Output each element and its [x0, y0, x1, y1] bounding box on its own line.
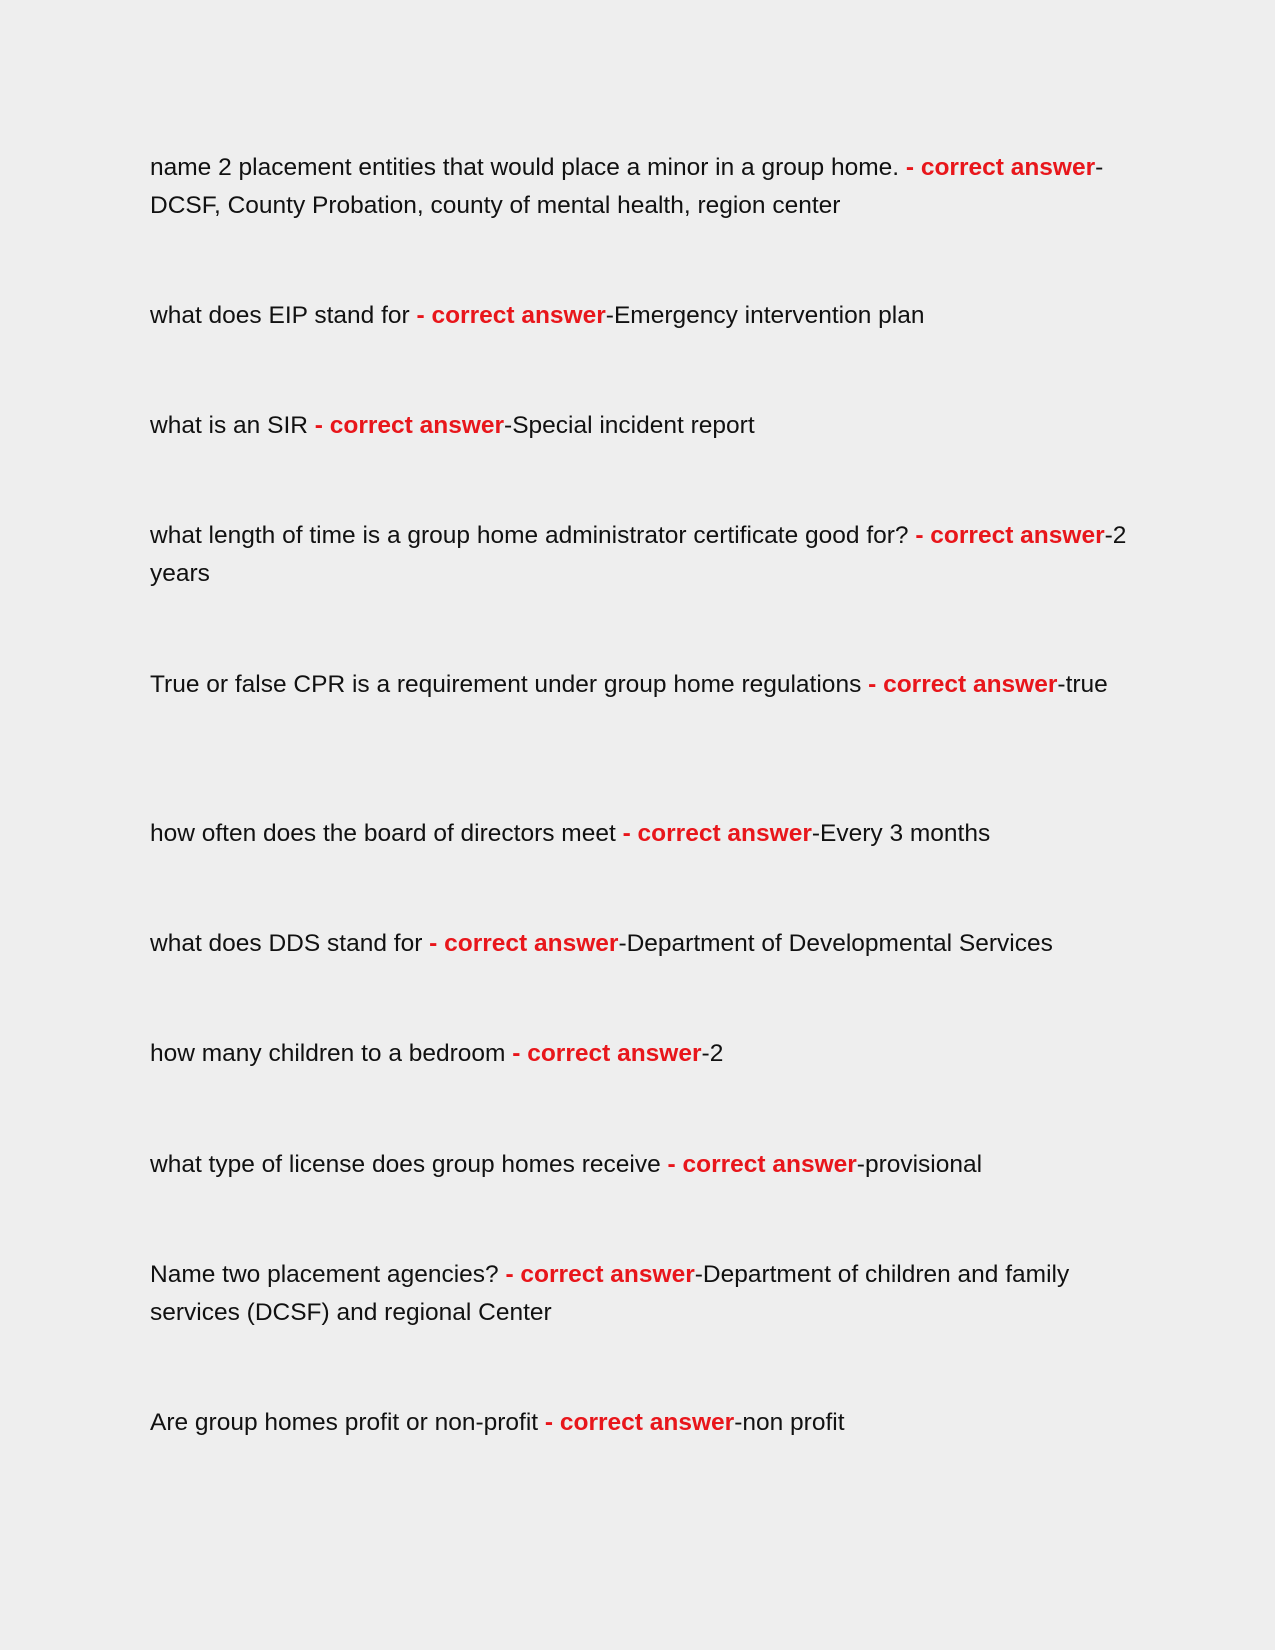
correct-answer-marker: - correct answer	[429, 930, 619, 957]
correct-answer-marker: - correct answer	[868, 671, 1058, 698]
answer-text: -Department of Developmental Services	[618, 930, 1053, 957]
qa-item	[150, 1146, 1130, 1184]
answer-text: -Department of children and family services (DCSF) and regional Center	[150, 1261, 1070, 1326]
answer-text: -DCSF, County Probation, county of mental health, region center	[150, 154, 1104, 219]
answer-text: -Emergency intervention plan	[605, 302, 925, 329]
question-text: Are group homes profit or non-profit	[150, 1409, 545, 1436]
qa-item	[150, 925, 1130, 963]
question-text: what does EIP stand for	[150, 302, 417, 329]
question-text: True or false CPR is a requirement under group home regulations	[150, 671, 869, 698]
question-text: how many children to a bedroom	[150, 1040, 513, 1067]
question-text: Name two placement agencies?	[150, 1261, 506, 1288]
correct-answer-marker: - correct answer	[905, 154, 1096, 181]
answer-text: -Special incident report	[504, 412, 755, 439]
question-text: what does DDS stand for	[150, 930, 430, 957]
question-text: name 2 placement entities that would place a minor in a group home.	[150, 154, 906, 181]
correct-answer-marker: - correct answer	[622, 820, 812, 847]
qa-item	[150, 149, 1130, 225]
qa-item	[150, 666, 1130, 704]
answer-text: -non profit	[734, 1409, 845, 1436]
question-text: what is an SIR	[150, 412, 315, 439]
qa-item	[150, 1256, 1130, 1332]
qa-item	[150, 517, 1130, 593]
answer-text: -Every 3 months	[811, 820, 991, 847]
correct-answer-marker: - correct answer	[505, 1261, 695, 1288]
question-text: what type of license does group homes receive	[150, 1151, 668, 1178]
correct-answer-marker: - correct answer	[416, 302, 606, 329]
qa-item	[150, 407, 1130, 445]
answer-text: -true	[1057, 671, 1108, 698]
correct-answer-marker: - correct answer	[314, 412, 505, 439]
correct-answer-marker: - correct answer	[544, 1409, 735, 1436]
correct-answer-marker: - correct answer	[915, 522, 1105, 549]
qa-item	[150, 297, 1130, 335]
question-text: how often does the board of directors meet	[150, 820, 623, 847]
qa-item	[150, 1035, 1130, 1073]
qa-item	[150, 1404, 1130, 1442]
qa-item	[150, 815, 1130, 853]
correct-answer-marker: - correct answer	[667, 1151, 857, 1178]
answer-text: -provisional	[856, 1151, 983, 1178]
answer-text: -2 years	[150, 522, 1127, 587]
correct-answer-marker: - correct answer	[512, 1040, 702, 1067]
question-text: what length of time is a group home administrator certificate good for?	[150, 522, 916, 549]
answer-text: -2	[701, 1040, 724, 1067]
